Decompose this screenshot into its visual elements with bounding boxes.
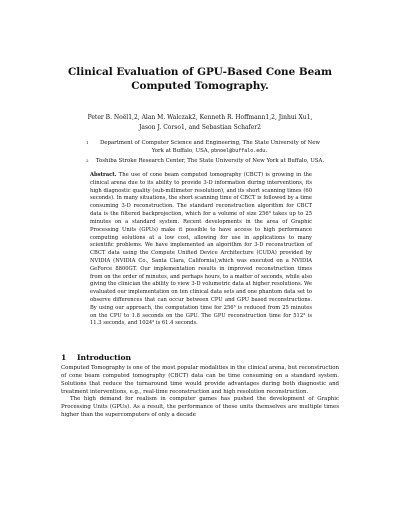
affiliations xyxy=(86,140,326,169)
abstract-text: The use of cone beam computed tomography (CBCT) is growing in the clinical arena due to its ability to provide 3-D information during interventions, its high diagnostic quality (sub-millimeter resolution), and its short scanning times (60 seconds). In many situations, the short scanning time of CBCT is followed by a time consuming 3-D reconstruction. The standard reconstruction algorithm for CBCT data is the filtered backprojection, which for a volume of size 256³ takes up to 25 minutes on a standard system. Recent developments in the area of Graphic Processing Units (GPUs) make it possible to have access to high performance computing solutions at a low cost, allowing for use in applications to many scientific problems. We have implemented an algorithm for 3-D reconstruction of CBCT data using the Compute Unified Device Architecture (CUDA) provided by NVIDIA (NVIDIA Co., Santa Clara, California),which was executed on a NVIDIA GeForce 8800GT. Our implementation results in improved reconstruction times from on the order of minutes, and perhaps hours, to a matter of seconds, while also giving the clinician the ability to view 3-D volumetric data at higher resolutions. We evaluated our implementation on ten clinical data sets and one phantom data set to observe differences that can occur between CPU and GPU based reconstructions. By using our approach, the computation time for 256³ is reduced from 25 minutes on the CPU to 1.8 seconds on the GPU. The GPU reconstruction time for 512³ is 11.3 seconds, and 1024³ is 61.4 seconds. xyxy=(90,172,312,327)
author-list xyxy=(70,113,330,132)
affiliation-number: 2 xyxy=(86,158,89,164)
abstract xyxy=(90,172,312,328)
affiliation-text: Toshiba Stroke Research Center, The State University of New York at Buffalo, USA. xyxy=(95,158,325,165)
body-text xyxy=(61,365,339,420)
affiliation-text: Department of Computer Science and Engineering, The State University of New York at Buffalo, USA, xyxy=(99,140,321,154)
abstract-label: Abstract. xyxy=(90,172,117,178)
affiliation-number: 1 xyxy=(86,140,89,145)
section-heading xyxy=(61,353,131,362)
paper-title: Clinical Evaluation of GPU-Based Cone Beam Computed Tomography. xyxy=(68,66,332,92)
affiliation-2 xyxy=(86,158,326,166)
paragraph-2: The high demand for realism in computer games has pushed the development of Graphic Processing Units (GPUs). As a result, the performance of these units themselves are multiple times higher than the supercomputers of only a decade xyxy=(61,396,339,419)
author-email-link[interactable]: pbnoel@buffalo.edu. xyxy=(211,147,269,154)
section-number: 1 xyxy=(61,353,67,362)
authors-line-1: Peter B. Noël1,2, Alan M. Walczak2, Kenneth R. Hoffmann1,2, Jinhui Xu1, xyxy=(87,114,313,121)
authors-line-2: Jason J. Corso1, and Sebastian Schafer2 xyxy=(139,123,261,131)
affiliation-1 xyxy=(86,140,326,155)
section-title: Introduction xyxy=(77,353,132,362)
paragraph-1: Computed Tomography is one of the most popular modalities in the clinical arena, but reconstruction of cone beam computed tomography (CBCT) data can be time consuming on a standard system. Solutions that reduce the turnaround time would provide advantages during both diagnostic and treatment interventions, e.g., real-time reconstruction and high resolution reconstruction. xyxy=(61,365,339,395)
